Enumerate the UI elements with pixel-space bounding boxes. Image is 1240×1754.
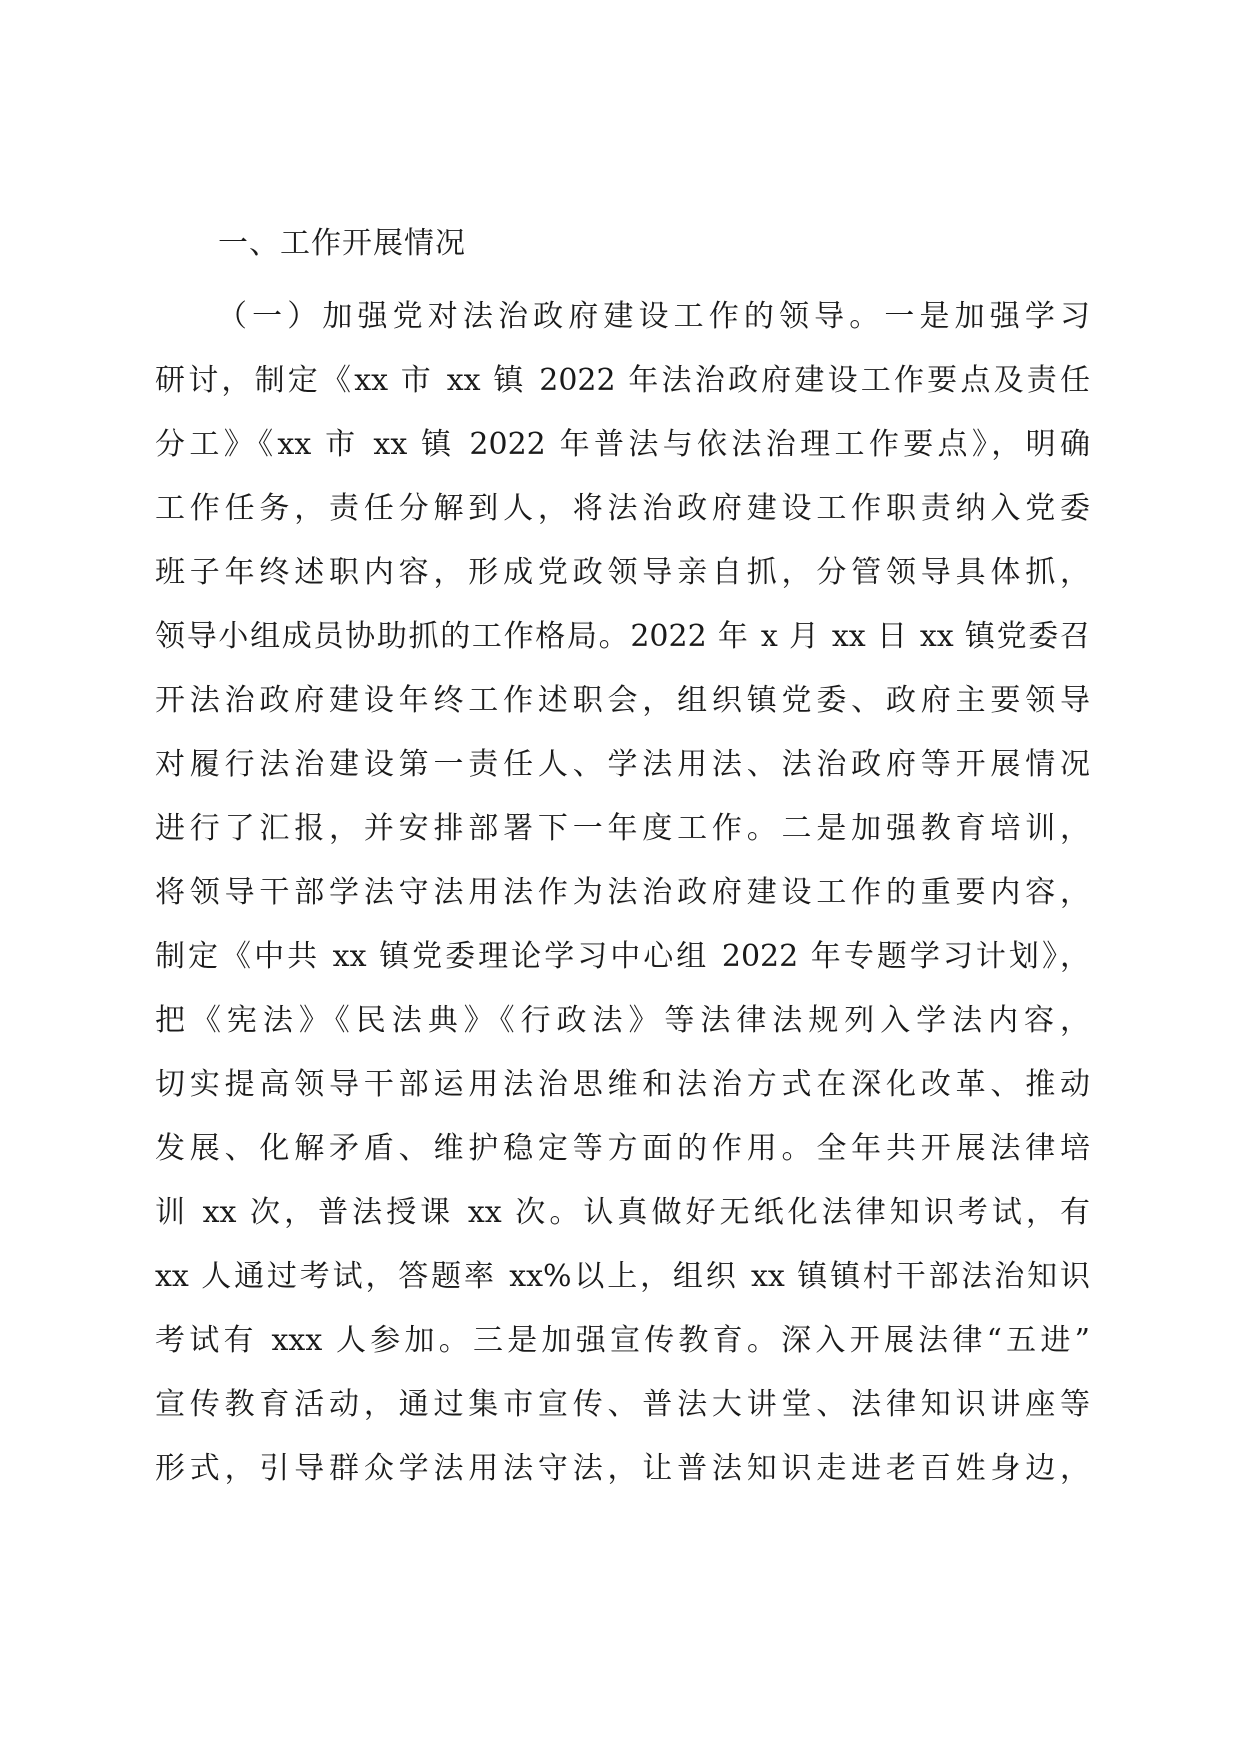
paragraph-line: 对履行法治建设第一责任人、学法用法、法治政府等开展情况 — [155, 747, 1090, 782]
paragraph-line: 分工》《xx 市 xx 镇 2022 年普法与依法治理工作要点》，明确 — [155, 427, 1090, 462]
paragraph-line: 研讨，制定《xx 市 xx 镇 2022 年法治政府建设工作要点及责任 — [155, 363, 1090, 398]
paragraph-line: 将领导干部学法守法用法作为法治政府建设工作的重要内容， — [155, 875, 1090, 910]
section-heading: 一、工作开展情况 — [218, 226, 466, 261]
paragraph-line: 领导小组成员协助抓的工作格局。2022 年 x 月 xx 日 xx 镇党委召 — [155, 619, 1090, 654]
paragraph-line: 开法治政府建设年终工作述职会，组织镇党委、政府主要领导 — [155, 683, 1090, 718]
paragraph-line: 工作任务，责任分解到人，将法治政府建设工作职责纳入党委 — [155, 491, 1090, 526]
paragraph-line: 宣传教育活动，通过集市宣传、普法大讲堂、法律知识讲座等 — [155, 1387, 1090, 1422]
paragraph-line: 进行了汇报，并安排部署下一年度工作。二是加强教育培训， — [155, 811, 1090, 846]
paragraph-line: 形式，引导群众学法用法守法，让普法知识走进老百姓身边， — [155, 1451, 1090, 1486]
paragraph-line: 班子年终述职内容，形成党政领导亲自抓，分管领导具体抓， — [155, 555, 1090, 590]
body-paragraph — [155, 285, 1090, 1501]
paragraph-line: xx 人通过考试，答题率 xx%以上，组织 xx 镇镇村干部法治知识 — [155, 1259, 1090, 1294]
paragraph-line: （一）加强党对法治政府建设工作的领导。一是加强学习 — [217, 299, 1090, 334]
paragraph-line: 训 xx 次，普法授课 xx 次。认真做好无纸化法律知识考试，有 — [155, 1195, 1090, 1230]
paragraph-line: 把《宪法》《民法典》《行政法》等法律法规列入学法内容， — [155, 1003, 1090, 1038]
paragraph-line: 制定《中共 xx 镇党委理论学习中心组 2022 年专题学习计划》， — [155, 939, 1090, 974]
paragraph-line: 考试有 xxx 人参加。三是加强宣传教育。深入开展法律“五进” — [155, 1323, 1090, 1358]
paragraph-line: 发展、化解矛盾、维护稳定等方面的作用。全年共开展法律培 — [155, 1131, 1090, 1166]
paragraph-line: 切实提高领导干部运用法治思维和法治方式在深化改革、推动 — [155, 1067, 1090, 1102]
